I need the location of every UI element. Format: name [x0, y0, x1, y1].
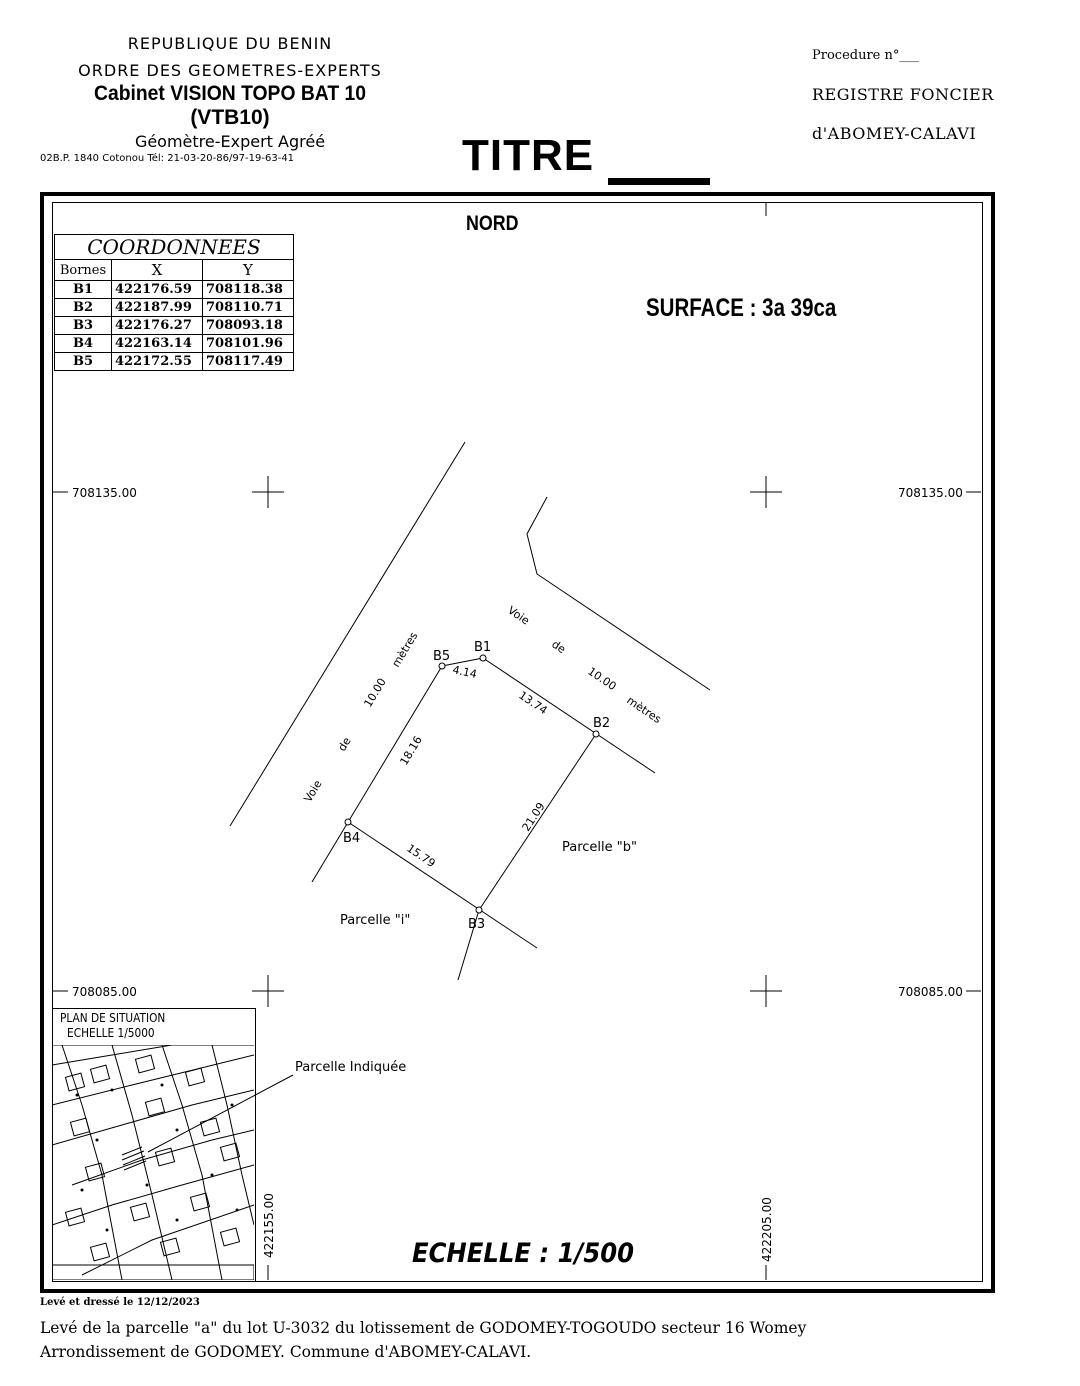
coordinate-x: 422176.27 — [112, 317, 203, 335]
road-left-label-voie: Voie — [301, 777, 325, 805]
parcel-indicated-label: Parcelle Indiquée — [295, 1060, 407, 1075]
grid-label-y-top-right: 708135.00 — [898, 486, 963, 500]
marker-b4 — [345, 819, 351, 825]
grid-label-y-bottom-right: 708085.00 — [898, 985, 963, 999]
document-title: TITRE — [462, 131, 595, 180]
road-right-label-de: de — [549, 637, 568, 657]
coordinate-y: 708101.96 — [203, 335, 294, 353]
coordinate-y: 708118.38 — [203, 281, 294, 299]
road-left-label-width: 10.00 — [361, 675, 389, 710]
grid-cross — [750, 476, 782, 508]
registry-commune: d'ABOMEY-CALAVI — [812, 124, 977, 143]
road-left-edge — [230, 442, 465, 826]
situation-plan-title — [60, 1011, 165, 1041]
grid-label-y-top-left: 708135.00 — [72, 486, 137, 500]
distance-b3-b4: 15.79 — [404, 841, 438, 871]
survey-date: Levé et dressé le 12/12/2023 — [40, 1297, 200, 1308]
road-right-label-unit: mètres — [624, 693, 664, 727]
table-row — [55, 353, 294, 371]
column-header-bornes: Bornes — [55, 260, 112, 281]
road-right-label-voie: Voie — [505, 603, 532, 628]
cabinet-name: Cabinet VISION TOPO BAT 10 — [94, 82, 366, 105]
grid-label-y-bottom-left: 708085.00 — [72, 985, 137, 999]
coordinate-x: 422172.55 — [112, 353, 203, 371]
borne-name: B1 — [55, 281, 112, 299]
borne-name: B4 — [55, 335, 112, 353]
coordinate-y: 708110.71 — [203, 299, 294, 317]
registre-foncier: REGISTRE FONCIER — [812, 85, 994, 104]
grid-label-x-right: 422205.00 — [760, 1197, 774, 1262]
table-row — [55, 299, 294, 317]
coordinates-title: COORDONNEES — [55, 235, 294, 260]
situation-plan-heading: PLAN DE SITUATION — [60, 1011, 166, 1025]
label-b4: B4 — [343, 831, 361, 846]
label-b1: B1 — [474, 640, 492, 655]
marker-b1 — [480, 655, 486, 661]
grid-label-x-left: 422155.00 — [262, 1193, 276, 1258]
situation-plan-scale: ECHELLE 1/5000 — [67, 1026, 155, 1040]
distance-b5-b1: 4.14 — [451, 663, 479, 682]
coordinate-x: 422187.99 — [112, 299, 203, 317]
coordinate-y: 708093.18 — [203, 317, 294, 335]
surface-area: SURFACE : 3a 39ca — [646, 294, 837, 322]
coordinate-y: 708117.49 — [203, 353, 294, 371]
borne-name: B3 — [55, 317, 112, 335]
borne-name: B2 — [55, 299, 112, 317]
coordinates-table — [54, 234, 294, 371]
cabinet-address: 02B.P. 1840 Cotonou Tél: 21-03-20-86/97-19-63-41 — [40, 153, 295, 164]
description-line-1: Levé de la parcelle "a" du lot U-3032 du lotissement de GODOMEY-TOGOUDO secteur 16 Womey — [40, 1319, 807, 1337]
label-b3: B3 — [468, 917, 486, 932]
table-row — [55, 317, 294, 335]
label-b2: B2 — [593, 716, 611, 731]
situation-plan-map — [52, 1045, 254, 1280]
order-name: ORDRE DES GEOMETRES-EXPERTS — [78, 61, 382, 80]
borne-name: B5 — [55, 353, 112, 371]
north-label: NORD — [466, 212, 519, 235]
description-line-2: Arrondissement de GODOMEY. Commune d'ABOMEY-CALAVI. — [40, 1343, 532, 1361]
distance-b4-b5: 18.16 — [397, 733, 425, 768]
marker-b3 — [476, 907, 482, 913]
procedure-number: Procedure n°___ — [812, 48, 919, 63]
column-header-x: X — [112, 260, 203, 281]
coordinate-x: 422163.14 — [112, 335, 203, 353]
republic-name: REPUBLIQUE DU BENIN — [127, 34, 333, 53]
column-header-y: Y — [203, 260, 294, 281]
geometre-title: Géomètre-Expert Agréé — [134, 132, 326, 151]
coordinate-x: 422176.59 — [112, 281, 203, 299]
parcel-i-label: Parcelle "i" — [340, 913, 411, 928]
table-row — [55, 335, 294, 353]
distance-b1-b2: 13.74 — [516, 688, 550, 718]
map-scale: ECHELLE : 1/500 — [412, 1238, 635, 1269]
grid-cross — [252, 975, 284, 1007]
cabinet-abbreviation: (VTB10) — [190, 106, 270, 129]
label-b5: B5 — [433, 649, 451, 664]
grid-cross — [750, 975, 782, 1007]
table-row — [55, 281, 294, 299]
road-left-label-de: de — [335, 735, 354, 754]
grid-cross — [252, 476, 284, 508]
road-right-edge — [527, 497, 710, 690]
parcel-b-label: Parcelle "b" — [562, 840, 637, 855]
parcel-description — [40, 1316, 1030, 1364]
distance-b2-b3: 21.09 — [519, 800, 548, 834]
parcel-north-boundary — [483, 658, 655, 773]
segment-b4-b3 — [348, 822, 537, 948]
road-right-label-width: 10.00 — [585, 664, 619, 694]
marker-b2 — [593, 731, 599, 737]
road-left-label-unit: mètres — [389, 629, 421, 670]
